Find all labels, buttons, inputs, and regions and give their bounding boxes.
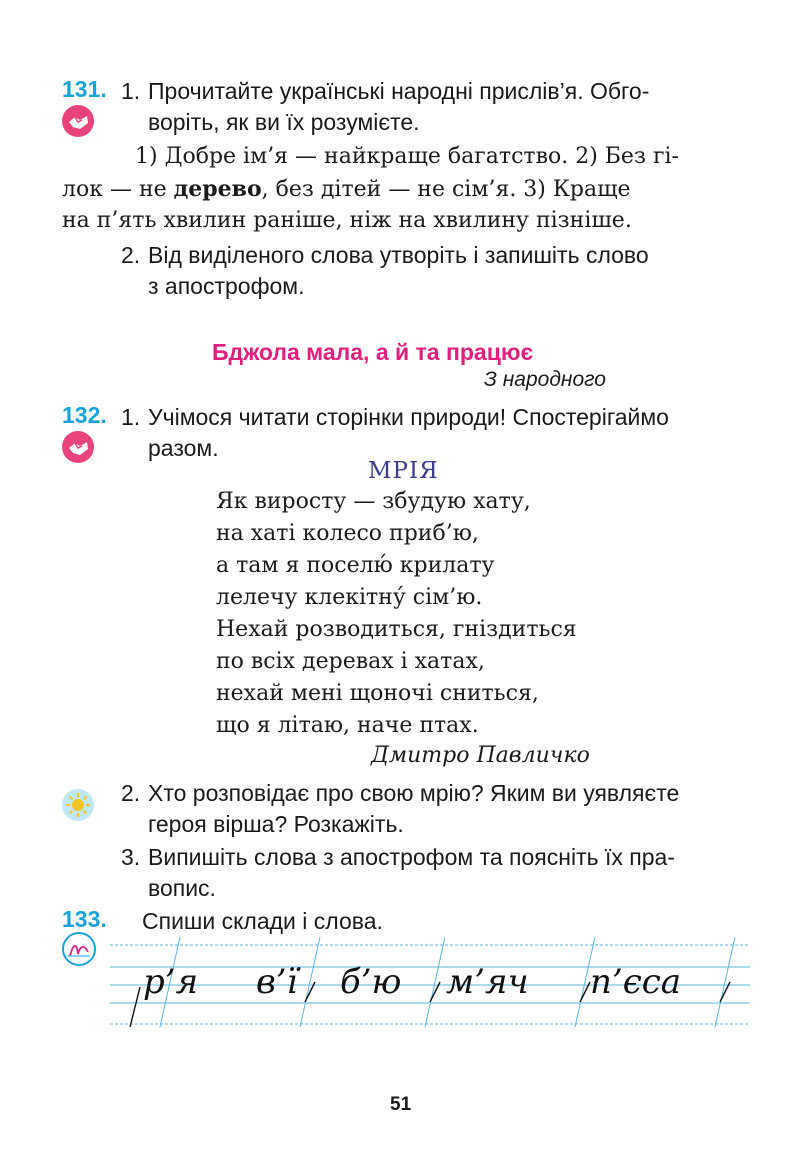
- proverb-line: [62, 173, 631, 206]
- task-text: [148, 402, 743, 464]
- cursive-word: б’ю: [340, 962, 402, 1002]
- page-number: 51: [390, 1094, 412, 1115]
- poem-author: Дмитро Павличко: [371, 743, 590, 768]
- poem-line: Нехай розводиться, гніздиться: [216, 617, 577, 642]
- cursive-word: п’єса: [590, 962, 682, 1002]
- poem-line: на хаті колесо приб’ю,: [216, 521, 479, 546]
- exercise-number-132: 132.: [62, 402, 107, 428]
- cursive-word: в’ї: [256, 962, 298, 1002]
- task-line: вопис.: [148, 875, 216, 901]
- proverb-line: на п’ять хвилин раніше, ніж на хвилину пізніше.: [62, 208, 632, 233]
- task-text: [148, 76, 743, 138]
- sun-icon: [62, 789, 94, 821]
- task-line: Прочитайте українські народні прислів’я. Обго-: [148, 78, 650, 104]
- task-line: разом.: [148, 435, 219, 461]
- task-line: героя вірша? Розкажіть.: [148, 811, 404, 837]
- poem-line: по всіх деревах і хатах,: [216, 649, 485, 674]
- task-text: [148, 240, 743, 302]
- task-line: Від виділеного слова утворіть і запишіть слово: [148, 242, 649, 268]
- exercise-number-133: 133.: [62, 906, 107, 932]
- poem-line: нехай мені щоночі сниться,: [216, 681, 539, 706]
- exercise-number-131: 131.: [62, 76, 107, 102]
- poem-line: що я літаю, наче птах.: [216, 713, 479, 738]
- poem-title: МРІЯ: [368, 458, 439, 484]
- section-source: З народного: [484, 368, 606, 391]
- poem-line: лелечу клекітну́ сім’ю.: [216, 585, 483, 610]
- proverb-text: лок — не: [62, 177, 174, 202]
- cursive-word: м’яч: [446, 962, 529, 1002]
- proverb-line: 1) Добре ім’я — найкраще багатство. 2) Без гі-: [135, 144, 679, 169]
- task-label: 2.: [121, 780, 141, 806]
- task-line: воріть, як ви їх розумієте.: [148, 109, 420, 135]
- task-line: Хто розповідає про свою мрію? Яким ви уявляєте: [148, 780, 680, 806]
- task-text: [148, 842, 743, 904]
- proverb-text: , без дітей — не сім’я. 3) Краще: [261, 177, 631, 202]
- highlighted-word: дерево: [173, 176, 262, 202]
- cursive-word: р’я: [143, 962, 199, 1002]
- handshake-icon: [62, 105, 94, 137]
- task-line: з апострофом.: [148, 273, 305, 299]
- handwriting-icon: [62, 932, 96, 966]
- task-label: 1.: [121, 78, 141, 104]
- handshake-icon: [62, 431, 94, 463]
- poem-line: а там я поселю́ крилату: [216, 553, 495, 578]
- poem-line: Як виросту — збудую хату,: [216, 489, 531, 514]
- task-text: [148, 778, 743, 840]
- task-label: 3.: [121, 844, 141, 870]
- task-label: 1.: [121, 404, 141, 430]
- task-line: Учімося читати сторінки природи! Спостерігаймо: [148, 404, 669, 430]
- task-line: Випишіть слова з апострофом та поясніть їх пра-: [148, 844, 675, 870]
- ex133-task: Спиши склади і слова.: [142, 908, 383, 934]
- task-label: 2.: [121, 242, 141, 268]
- section-title: Бджола мала, а й та працює: [212, 339, 534, 365]
